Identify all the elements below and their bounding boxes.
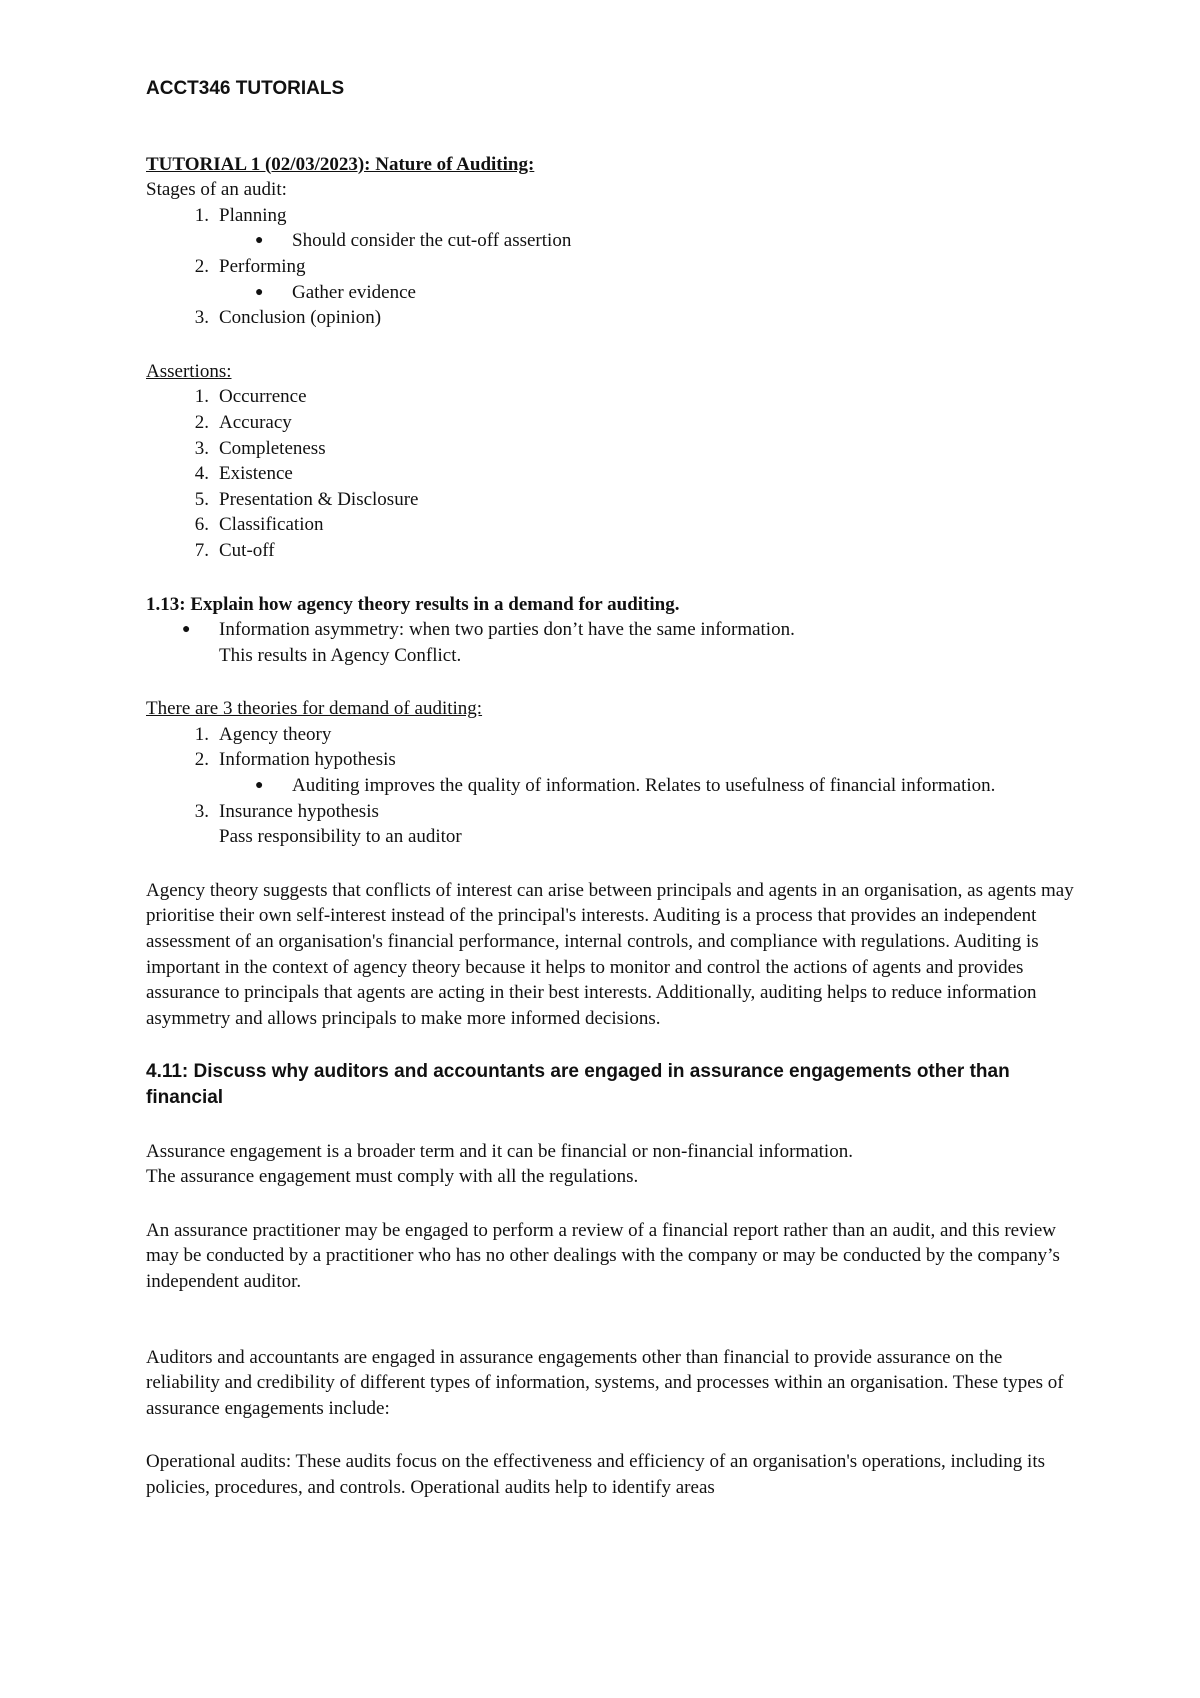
list-number: 3. <box>194 437 209 459</box>
list-item <box>146 384 1076 410</box>
theories-label: There are 3 theories for demand of auditing: <box>146 698 483 720</box>
list-item-text: Insurance hypothesis <box>219 800 379 822</box>
operational-audits-paragraph: Operational audits: These audits focus on the effectiveness and efficiency of an organisation's operations, including its policies, procedures, and controls. Operational audits help to identify areas <box>146 1451 1046 1498</box>
sub-bullet-text: Gather evidence <box>292 281 416 303</box>
assertions-label: Assertions: <box>146 360 232 382</box>
list-item-text: Accuracy <box>219 411 292 433</box>
assurance-line-1: Assurance engagement is a broader term and it can be financial or non-financial information. <box>146 1140 853 1162</box>
list-item-text: Existence <box>219 463 293 485</box>
sub-bullet-item <box>146 228 1076 254</box>
stages-list <box>146 305 1076 331</box>
sub-bullet-item <box>146 280 1076 306</box>
list-number: 3. <box>194 307 209 329</box>
spacer <box>146 850 1076 878</box>
theories-list <box>146 799 1076 850</box>
spacer <box>146 1031 1076 1059</box>
list-item-text: Occurrence <box>219 386 307 408</box>
document-page <box>146 70 1076 1501</box>
list-number: 1. <box>194 204 209 226</box>
list-item-text: Planning <box>219 204 287 226</box>
bullet-icon: ● <box>255 284 264 300</box>
list-item-extra: Pass responsibility to an auditor <box>219 826 462 848</box>
list-item <box>146 305 1076 331</box>
auditors-paragraph: Auditors and accountants are engaged in assurance engagements other than financial to provide assurance on the reliability and credibility of different types of information, systems, and processes within an organisation. These types of assurance engagements include: <box>146 1346 1064 1419</box>
spacer <box>146 1295 1076 1345</box>
spacer <box>146 1190 1076 1218</box>
bullet-icon: ● <box>255 233 264 249</box>
list-item-text: Cut-off <box>219 539 275 561</box>
assurance-practitioner-paragraph: An assurance practitioner may be engaged to perform a review of a financial report rather than an audit, and this review may be conducted by a practitioner who has no other dealings with the company or may be conducted by the company’s independent auditor. <box>146 1219 1060 1292</box>
bullet-icon: ● <box>182 622 191 638</box>
spacer <box>146 1421 1076 1449</box>
list-item-text: Completeness <box>219 437 326 459</box>
spacer <box>146 564 1076 592</box>
list-number: 2. <box>194 749 209 771</box>
list-item <box>146 487 1076 513</box>
list-item-text: Classification <box>219 514 324 536</box>
question-1-13-heading: 1.13: Explain how agency theory results in a demand for auditing. <box>146 593 680 615</box>
list-item <box>146 461 1076 487</box>
sub-bullet-list <box>146 773 1076 799</box>
spacer <box>146 668 1076 696</box>
sub-bullet-list <box>146 280 1076 306</box>
tutorial-1-heading: TUTORIAL 1 (02/03/2023): Nature of Auditing: <box>146 153 535 175</box>
list-number: 5. <box>194 488 209 510</box>
list-item <box>146 512 1076 538</box>
list-item <box>146 254 1076 280</box>
document-title: ACCT346 TUTORIALS <box>146 78 345 99</box>
list-item-text: Information hypothesis <box>219 749 396 771</box>
list-number: 1. <box>194 723 209 745</box>
stages-list <box>146 203 1076 229</box>
list-item <box>146 538 1076 564</box>
list-item <box>146 203 1076 229</box>
list-number: 2. <box>194 255 209 277</box>
bullet-item <box>146 617 1076 668</box>
sub-bullet-list <box>146 228 1076 254</box>
list-number: 7. <box>194 539 209 561</box>
spacer <box>146 1111 1076 1139</box>
list-item <box>146 747 1076 773</box>
sub-bullet-item <box>146 773 1076 799</box>
list-item <box>146 410 1076 436</box>
sub-bullet-text: Should consider the cut-off assertion <box>292 230 572 252</box>
list-item <box>146 436 1076 462</box>
list-number: 3. <box>194 800 209 822</box>
theories-list <box>146 722 1076 773</box>
list-item <box>146 722 1076 748</box>
list-number: 6. <box>194 514 209 536</box>
assertions-list <box>146 384 1076 563</box>
stages-list <box>146 254 1076 280</box>
spacer <box>146 331 1076 359</box>
agency-theory-paragraph: Agency theory suggests that conflicts of interest can arise between principals and agents in an organisation, as agents may prioritise their own self-interest instead of the principal's interests. Auditing is a process that provides an independent assessment of an organisation's financial performance, internal controls, and compliance with regulations. Auditing is important in the context of agency theory because it helps to monitor and control the actions of agents and provides assurance to principals that agents are acting in their best interests. Additionally, auditing helps to reduce information asymmetry and allows principals to make more informed decisions. <box>146 879 1074 1029</box>
list-item-text: Conclusion (opinion) <box>219 307 382 329</box>
assurance-line-2: The assurance engagement must comply with all the regulations. <box>146 1166 639 1188</box>
sub-bullet-text: Auditing improves the quality of information. Relates to usefulness of financial information. <box>292 775 996 797</box>
list-number: 2. <box>194 411 209 433</box>
list-item-text: Agency theory <box>219 723 332 745</box>
list-item-text: Performing <box>219 255 306 277</box>
list-number: 1. <box>194 386 209 408</box>
bullet-list <box>146 617 1076 668</box>
bullet-text-continued: This results in Agency Conflict. <box>219 644 462 666</box>
list-item <box>146 799 1076 850</box>
list-item-text: Presentation & Disclosure <box>219 488 419 510</box>
list-number: 4. <box>194 463 209 485</box>
bullet-text: Information asymmetry: when two parties don’t have the same information. <box>219 619 795 641</box>
bullet-icon: ● <box>255 778 264 794</box>
question-4-11-heading: 4.11: Discuss why auditors and accountants are engaged in assurance engagements other than financial <box>146 1061 1010 1108</box>
stages-label: Stages of an audit: <box>146 179 287 201</box>
